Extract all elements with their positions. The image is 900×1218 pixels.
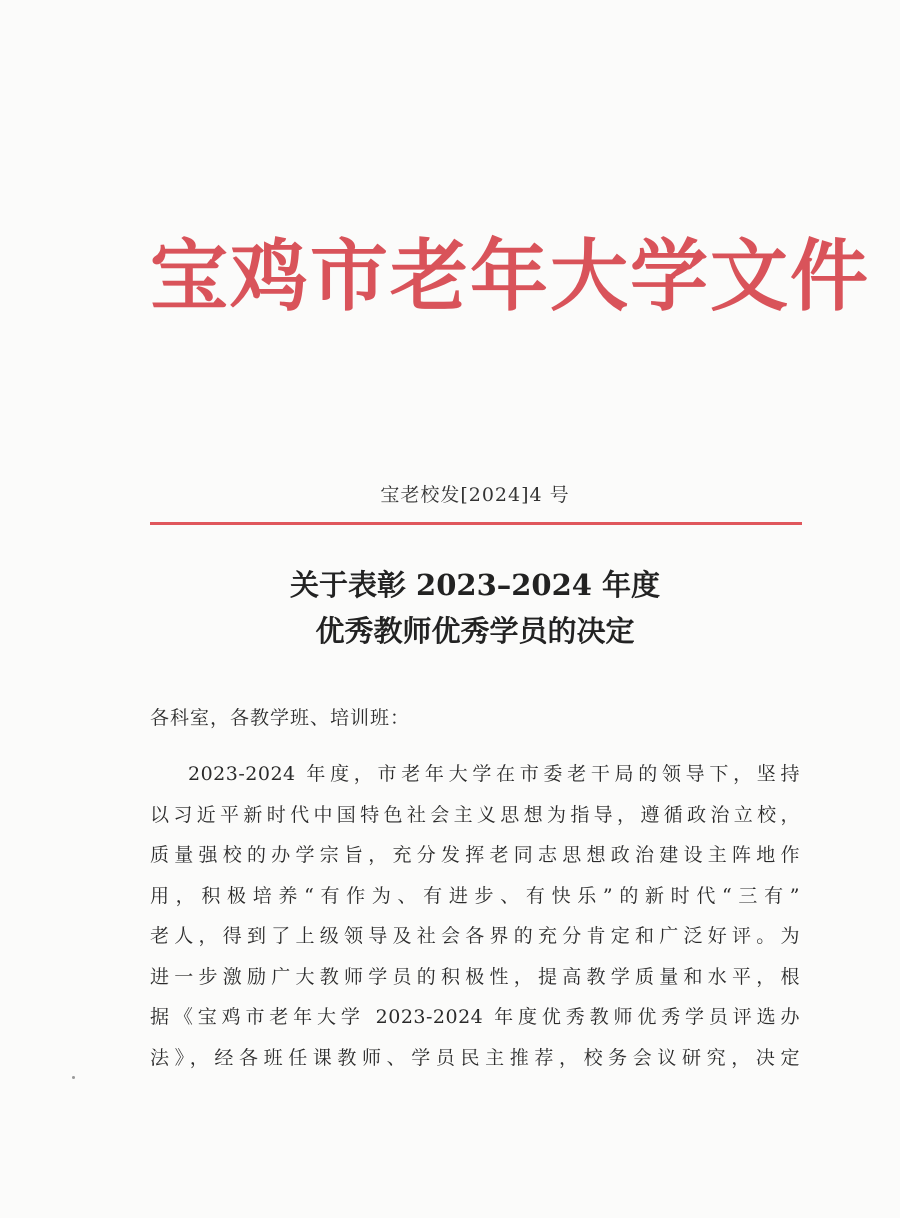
body-line: 法》，经各班任课教师、学员民主推荐，校务会议研究，决定 <box>150 1046 800 1069</box>
body-line: 据《宝鸡市老年大学 2023-2024 年度优秀教师优秀学员评选办 <box>150 1006 800 1028</box>
body-line: 老人，得到了上级领导及社会各界的充分肯定和广泛好评。为 <box>150 925 800 947</box>
decision-title <box>150 562 800 654</box>
decision-title-line-2: 优秀教师优秀学员的决定 <box>315 614 635 648</box>
document-number: 宝老校发[2024]4 号 <box>380 484 570 506</box>
body-line: 以习近平新时代中国特色社会主义思想为指导，遵循政治立校， <box>150 803 800 826</box>
red-divider-line <box>150 522 802 525</box>
body-line: 质量强校的办学宗旨，充分发挥老同志思想政治建设主阵地作 <box>150 844 800 866</box>
body-line: 2023-2024 年度，市老年大学在市委老干局的领导下，坚持 <box>188 763 800 785</box>
body-line: 用，积极培养“有作为、有进步、有快乐”的新时代“三有” <box>150 884 800 907</box>
decision-title-line-1: 关于表彰 2023–2024 年度 <box>289 568 661 602</box>
scan-speck <box>72 1076 75 1079</box>
body-line: 进一步激励广大教师学员的积极性，提高教学质量和水平，根 <box>150 965 800 988</box>
document-header-title: 宝鸡市老年大学文件 <box>150 231 871 322</box>
body-text <box>150 754 800 1078</box>
salutation: 各科室，各教学班、培训班： <box>150 707 411 729</box>
